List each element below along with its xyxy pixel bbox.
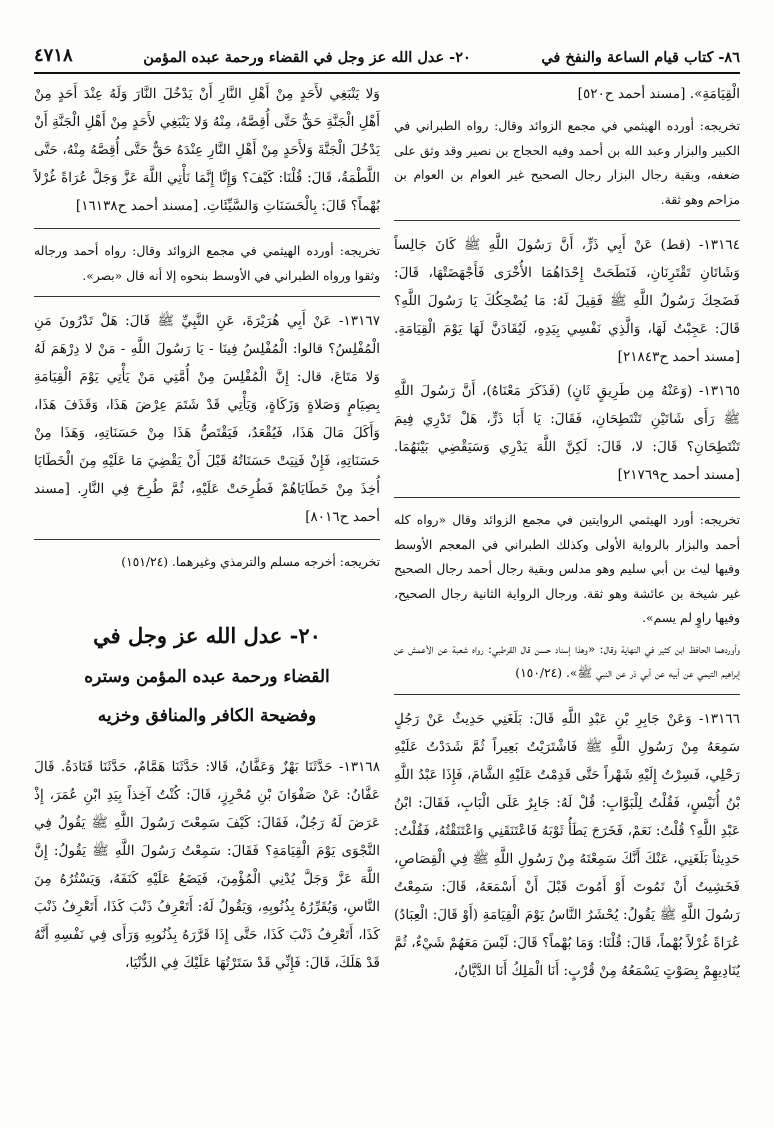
takhrij-note: تخريجه: أخرجه مسلم والترمذي وغيرهما. (١٥١/٢٤): [121, 555, 380, 569]
takhrij-note: تخريجه: أورد الهيثمي الروايتين في مجمع الزوائد وقال «رواه كله أحمد والبزار بالرواية الأولى وكذلك الطبراني في المعجم الأوسط وفيها ليث بن أبي سليم وهو مدلس وبقية رجال أحمد رجال الصحيح غير شيخة بن عائشة وهو ثقة. ورجال الرواية الثانية رجال الصحيح، وفيها راوٍ لم يسم».: [394, 513, 740, 625]
hadith-continuation: وَلا يَنْبَغِي لأَحَدٍ مِنْ أَهْلِ النَّارِ أَنْ يَدْخُلَ النَّارَ وَلَهُ عِنْدَ أَحَدٍ مِنْ أَهْلِ الْجَنَّةِ حَقٌّ حَتَّى أُقِصَّهُ، مِنْهُ وَلا يَنْبَغِي لأَحَدٍ مِنْ أَهْلِ الْجَنَّةِ أَنْ يَدْخُلَ الْجَنَّةَ وَلأَحَدٍ مِنْ أَهْلِ النَّارِ عِنْدَهُ حَقٌّ حَتَّى أُقِصَّهُ مِنْهُ، حَتَّى اللَّطْمَةُ، قَالَ: قُلْنَا: كَيْفَ؟ وَإِنَّا إِنَّمَا نَأْتِي اللَّهَ عَزَّ وَجَلَّ عُرَاةً غُرْلاً بُهْماً؟ قَالَ: بِالْحَسَنَاتِ وَالسَّيِّئَاتِ. [مسند أحمد ح١٦١٣٨]: [34, 86, 380, 214]
right-column: [394, 80, 740, 991]
section-divider: [34, 228, 380, 229]
section-divider: [394, 220, 740, 221]
section-divider: [394, 497, 740, 498]
hadith-13168: ١٣١٦٨- حَدَّثَنَا بَهْزٌ وَعَفَّانُ، قَالا: حَدَّثَنَا هَمَّامٌ، حَدَّثَنَا قَتَادَةُ. قَالَ عَفَّانُ: عَنْ صَفْوَانَ بْنِ مُحْرِزٍ، قَالَ: كُنْتُ آخِذاً بِيَدِ ابْنِ عُمَرَ، إِذْ عَرَضَ لَهُ رَجُلٌ، فَقَالَ: كَيْفَ سَمِعْتَ رَسُولَ اللَّهِ ﷺ يَقُولُ فِي النَّجْوَى يَوْمَ الْقِيَامَةِ؟ فَقَالَ: سَمِعْتُ رَسُولَ اللَّهِ ﷺ يَقُولُ: إِنَّ اللَّهَ عَزَّ وَجَلَّ يُدْنِي الْمُؤْمِنَ، فَيَضَعُ عَلَيْهِ كَنَفَهُ، وَيَسْتُرُهُ مِنَ النَّاسِ، وَيُقَرِّرُهُ بِذُنُوبِهِ، وَيَقُولُ لَهُ: أَتَعْرِفُ ذَنْبَ كَذَا، أَتَعْرِفُ ذَنْبَ كَذَا، أَتَعْرِفُ ذَنْبَ كَذَا، حَتَّى إِذَا قَرَّرَهُ بِذُنُوبِهِ وَرَأَى فِي نَفْسِهِ أَنَّهُ قَدْ هَلَكَ، قَالَ: فَإِنِّي قَدْ سَتَرْتُهَا عَلَيْكَ فِي الدُّنْيَا،: [34, 758, 380, 971]
page-header: [34, 18, 740, 74]
hadith-continuation: الْقِيَامَةِ». [مسند أحمد ح٥٢٠]: [577, 86, 740, 102]
section-divider: [394, 694, 740, 695]
running-title-book: ٨٦- كتاب قيام الساعة والنفخ في: [541, 49, 740, 66]
chapter-heading: [34, 615, 380, 735]
page-number: ٤٧١٨: [34, 45, 73, 66]
section-divider: [34, 539, 380, 540]
hadith-13167: ١٣١٦٧- عَنْ أَبِي هُرَيْرَةَ، عَنِ النَّبِيِّ ﷺ قَالَ: هَلْ تَدْرُونَ مَنِ الْمُفْلِسُ؟ قالوا: الْمُفْلِسُ فِينَا - يَا رَسُولَ اللَّهِ - مَنْ لا دِرْهَمَ لَهُ وَلا مَتَاعَ، قال: إِنَّ الْمُفْلِسَ مِنْ أُمَّتِي مَنْ يَأْتِي يَوْمَ الْقِيَامَةِ بِصِيَامٍ وَصَلاةٍ وَزَكَاةٍ، وَيَأْتِي قَدْ شَتَمَ عِرْضَ هَذَا، وَقَذَفَ هَذَا، وَأَكَلَ مَالَ هَذَا، فَيُقْعَدُ، فَيَقْتَصُّ هَذَا مِنْ حَسَنَاتِهِ، وَهَذَا مِنْ حَسَنَاتِهِ، فَإِنْ فَنِيَتْ حَسَنَاتُهُ قَبْلَ أَنْ يَقْضِيَ مَا عَلَيْهِ مِنَ الْخَطَايَا أُخِذَ مِنْ خَطَايَاهُمْ فَطُرِحَتْ عَلَيْهِ، ثُمَّ طُرِحَ فِي النَّارِ. [مسند أحمد ح٨٠١٦]: [34, 313, 380, 525]
chapter-title-line: القضاء ورحمة عبده المؤمن وستره: [84, 666, 330, 687]
chapter-title-line: وفضيحة الكافر والمنافق وخزيه: [97, 705, 317, 726]
takhrij-note: تخريجه: أورده الهيثمي في مجمع الزوائد وقال: رواه الطبراني في الكبير والبزار وعبد الله بن أحمد وفيه الحجاج بن نصير وقد وثق على ضعفه، وبقية رجال البزار رجال الصحيح غير العوام بن العوام بن مزاحم وهو ثقة.: [394, 119, 740, 207]
takhrij-note: وأوردهما الحافظ ابن كثير في النهاية وقال: «وهذا إسناد حسن قال القرطبي: رواه شعبة عن الأعمش عن إبراهيم التيمي عن أبيه عن أبي ذر عن النبي ﷺ». (١٥٠/٢٤): [394, 641, 740, 680]
hadith-13166: ١٣١٦٦- وَعَنْ جَابِرِ بْنِ عَبْدِ اللَّهِ قَالَ: بَلَغَنِي حَدِيثٌ عَنْ رَجُلٍ سَمِعَهُ مِنْ رَسُولِ اللَّهِ ﷺ فَاشْتَرَيْتُ بَعِيراً ثُمَّ شَدَدْتُ عَلَيْهِ رَحْلِي، فَسِرْتُ إِلَيْهِ شَهْراً حَتَّى قَدِمْتُ عَلَيْهِ الشَّامَ، فَإِذَا عَبْدُ اللَّهِ بْنُ أُنَيْسٍ، فَقُلْتُ لِلْبَوَّابِ: قُلْ لَهُ: جَابِرٌ عَلَى الْبَابِ، فَقَالَ: ابْنُ عَبْدِ اللَّهِ؟ قُلْتُ: نَعَمْ، فَخَرَجَ يَطَأُ ثَوْبَهُ فَاعْتَنَقَنِي وَاعْتَنَقْتُهُ، فَقُلْتُ: حَدِيثاً بَلَغَنِي، عَنْكَ أَنَّكَ سَمِعْتَهُ مِنْ رَسُولِ اللَّهِ ﷺ فِي الْقِصَاصِ، فَخَشِيتُ أَنْ تَمُوتَ أَوْ أَمُوتَ قَبْلَ أَنْ أَسْمَعَهُ، قَالَ: سَمِعْتُ رَسُولَ اللَّهِ ﷺ يَقُولُ: يُحْشَرُ النَّاسُ يَوْمَ الْقِيَامَةِ (أَوْ قَالَ: الْعِبَادُ) عُرَاةً غُرْلاً بُهْماً، قَالَ: قُلْنَا: وَمَا بُهْماً؟ قَالَ: لَيْسَ مَعَهُمْ شَيْءٌ، ثُمَّ يُنَادِيهِمْ بِصَوْتٍ يَسْمَعُهُ مِنْ قُرْبٍ: أَنَا الْمَلِكُ أَنَا الدَّيَّانُ،: [394, 710, 740, 979]
section-divider: [34, 296, 380, 297]
left-column: [34, 80, 380, 983]
takhrij-note: تخريجه: أورده الهيثمي في مجمع الزوائد وقال: رواه أحمد ورجاله وثقوا ورواه الطبراني في الأوسط بنحوه إلا أنه قال «بصر».: [34, 244, 380, 283]
chapter-title-line: ٢٠- عدل الله عز وجل في: [93, 622, 321, 648]
running-title-chapter: ٢٠- عدل الله عز وجل في القضاء ورحمة عبده المؤمن: [143, 49, 471, 66]
hadith-13164: ١٣١٦٤- (قط) عَنْ أَبِي ذَرٍّ، أَنَّ رَسُولَ اللَّهِ ﷺ كَانَ جَالِساً وَشَاتَانِ تَقْتَرِنَانِ، فَنَطَحَتْ إِحْدَاهُمَا الأُخْرَى فَأَجْهَضَتْهَا، قَالَ: فَضَحِكَ رَسُولُ اللَّهِ ﷺ فَقِيلَ لَهُ: مَا يُضْحِكُكَ يَا رَسُولَ اللَّهِ؟ قَالَ: عَجِبْتُ لَهَا، وَالَّذِي نَفْسِي بِيَدِهِ، لَيُقَادَنَّ لَهَا يَوْمَ الْقِيَامَةِ. [مسند أحمد ح٢١٨٤٣]: [394, 237, 740, 365]
hadith-13165: ١٣١٦٥- (وَعَنْهُ مِن طَرِيقٍ ثَانٍ) (فَذَكَرَ مَعْنَاهُ)، أَنَّ رَسُولَ اللَّهِ ﷺ رَأَى شَاتَيْنِ تَنْتَطِحَانِ، فَقَالَ: يَا أَبَا ذَرٍّ، هَلْ تَدْرِي فِيمَ تَنْتَطِحَانِ؟ قَالَ: لا، قَالَ: لَكِنَّ اللَّهَ يَدْرِي وَسَيَقْضِي بَيْنَهُمَا. [مسند أحمد ح٢١٧٦٩]: [394, 383, 740, 483]
